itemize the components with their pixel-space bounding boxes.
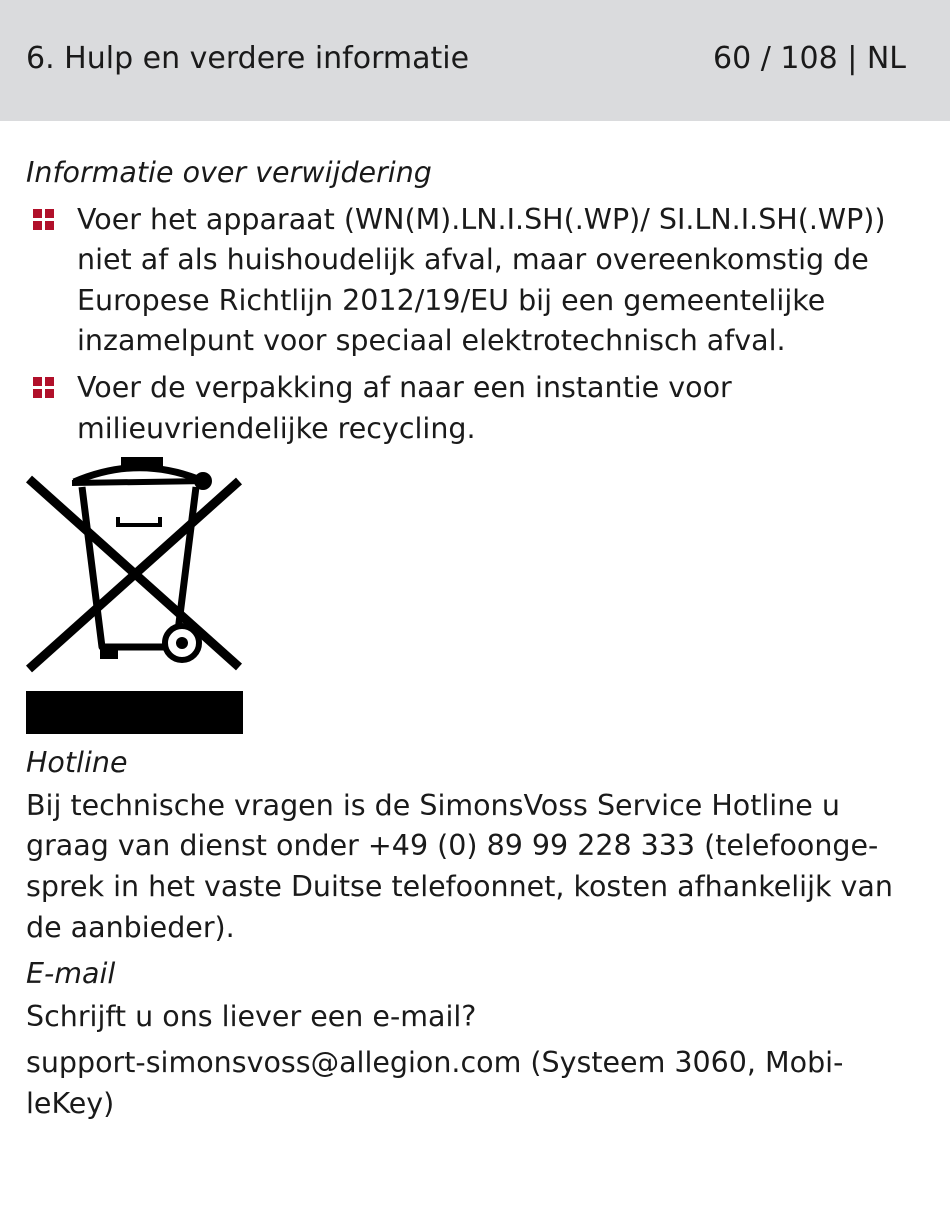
email-question: Schrijft u ons liever een e-mail? (26, 999, 477, 1033)
list-item (26, 368, 916, 449)
email-address[interactable]: support-simonsvoss@allegion.com (Systeem 3060, MobileKey) (26, 1046, 844, 1120)
crossed-out-wheelie-bin-icon (26, 457, 244, 735)
page-content (26, 153, 916, 1131)
list-item-text: Voer het apparaat (WN(M).LN.I.SH(.WP)/ SI.LN.I.SH(.WP)) niet af als huishoudelijk afval, maar overeenkomstig de Europese Richtlijn 2012/19/EU bij een gemeentelijke inzamelpunt voor speciaal elektrotechnisch afval. (77, 202, 886, 358)
section-title: 6. Hulp en verdere informatie (26, 41, 470, 76)
disposal-heading: Informatie over verwijdering (26, 156, 432, 189)
disposal-list (26, 200, 916, 450)
hotline-heading: Hotline (26, 746, 128, 780)
list-item-text: Voer de verpakking af naar een instantie voor milieuvriendelijke recycling. (77, 370, 732, 445)
page-number: 60 / 108 | NL (713, 41, 906, 76)
bullet-icon (33, 209, 55, 231)
list-item (26, 200, 916, 362)
bullet-icon (33, 377, 55, 399)
hotline-text: Bij technische vragen is de SimonsVoss Service Hotline u graag van dienst onder +49 (0) 89 99 228 333 (telefoongesprek in het vaste Duitse telefoonnet, kosten afhankelijk van de aanbieder). (26, 788, 893, 944)
page-header (0, 0, 950, 121)
email-heading: E-mail (26, 957, 116, 991)
